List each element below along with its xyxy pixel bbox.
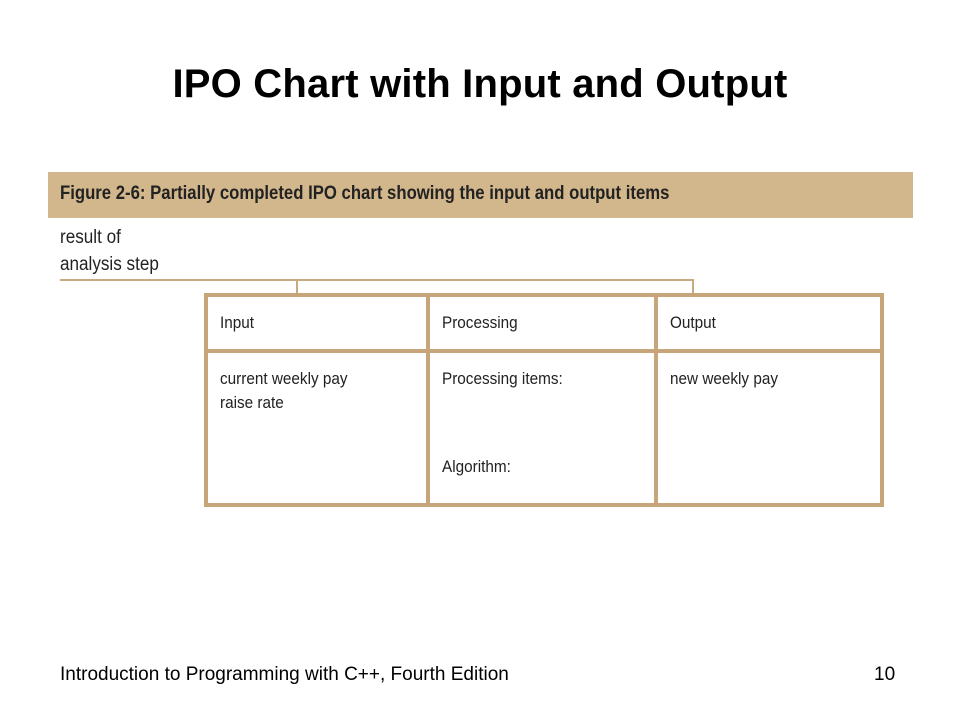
step-label-line-2: analysis step	[60, 254, 159, 275]
algorithm-label: Algorithm:	[442, 457, 511, 476]
input-item: current weekly pay	[220, 369, 348, 388]
ipo-body-row	[206, 351, 882, 505]
analysis-step-label	[60, 224, 159, 278]
ipo-header-row	[206, 295, 882, 351]
processing-items-label: Processing items:	[442, 369, 563, 388]
header-output-label: Output	[670, 313, 716, 332]
slide-title: IPO Chart with Input and Output	[172, 62, 788, 106]
input-cell	[206, 351, 428, 505]
footer-book-title: Introduction to Programming with C++, Fourth Edition	[60, 664, 509, 685]
connector-horizontal	[60, 279, 694, 281]
figure-caption-band	[48, 172, 913, 218]
output-item: new weekly pay	[670, 369, 779, 388]
figure-caption: Figure 2-6: Partially completed IPO chart showing the input and output items	[60, 183, 670, 204]
output-cell	[656, 351, 882, 505]
header-processing	[428, 295, 656, 351]
header-input	[206, 295, 428, 351]
header-input-label: Input	[220, 313, 255, 332]
ipo-chart-table	[204, 293, 884, 507]
step-label-line-1: result of	[60, 227, 121, 248]
header-processing-label: Processing	[442, 313, 518, 332]
input-item: raise rate	[220, 393, 284, 412]
header-output	[656, 295, 882, 351]
processing-cell	[428, 351, 656, 505]
footer-page-number: 10	[874, 664, 896, 685]
